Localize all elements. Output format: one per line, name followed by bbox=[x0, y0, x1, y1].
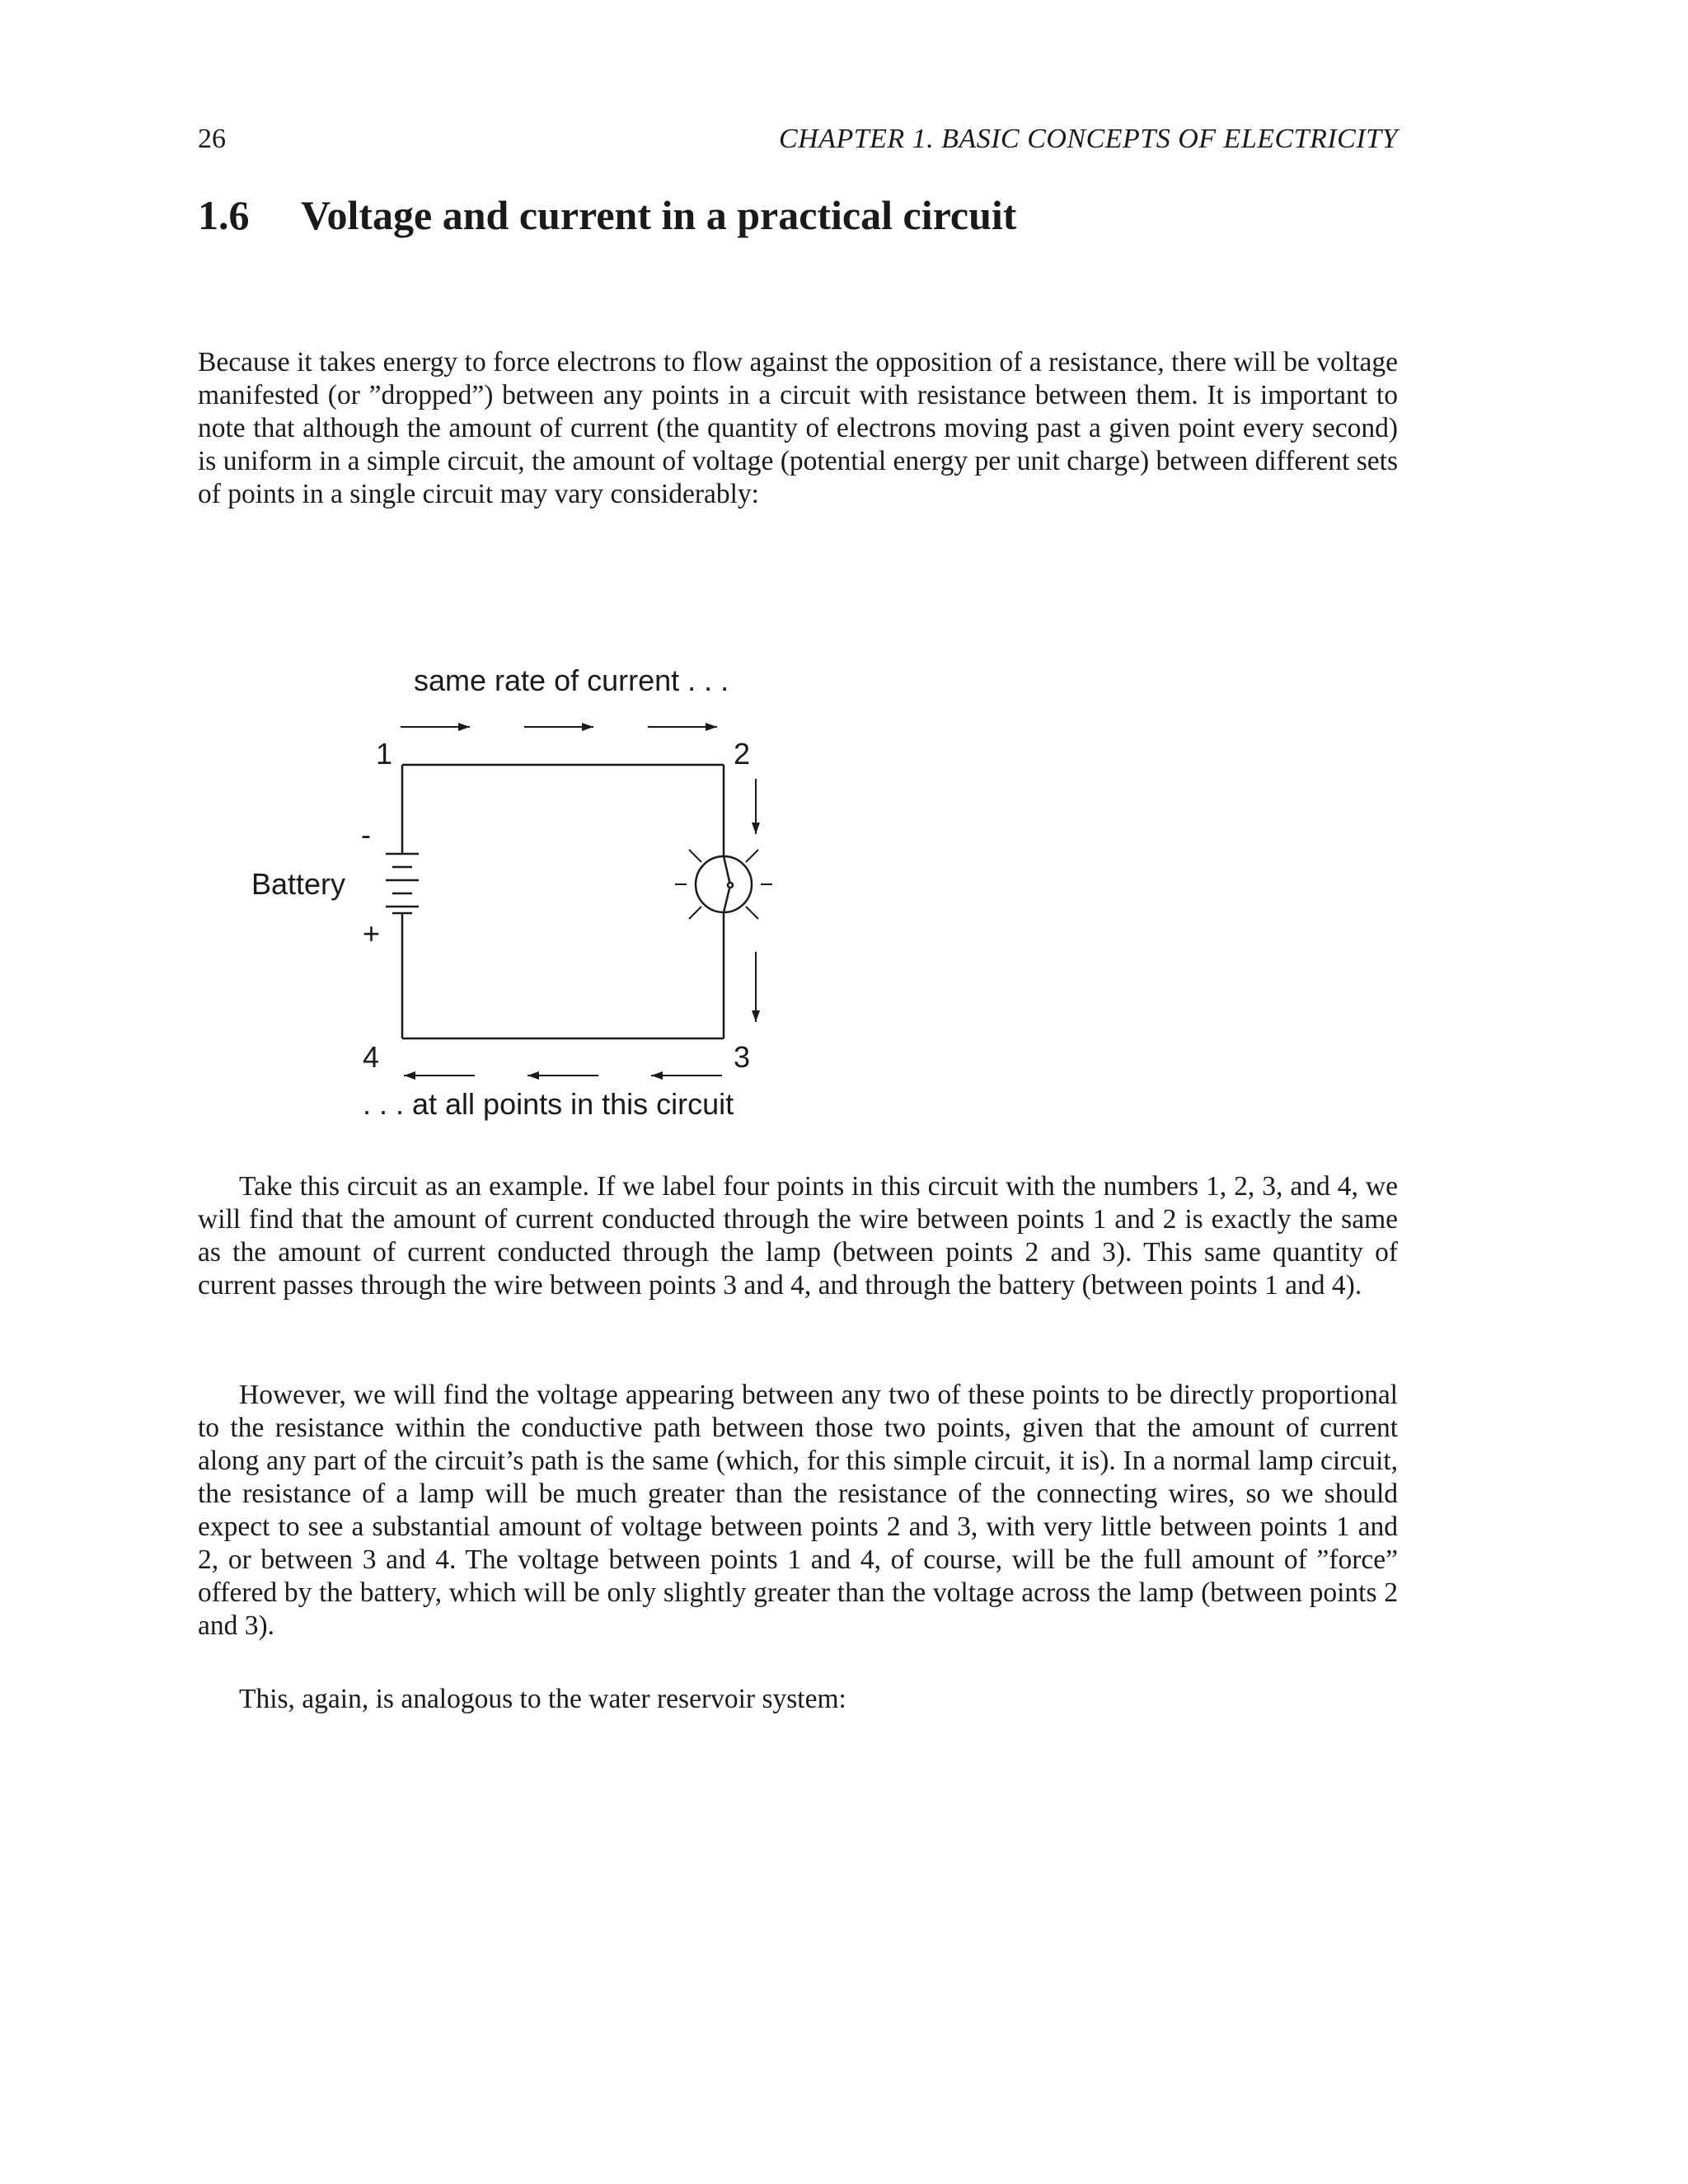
point-label-2: 2 bbox=[734, 737, 751, 771]
chapter-title: CHAPTER 1. BASIC CONCEPTS OF ELECTRICITY bbox=[778, 124, 1398, 154]
lamp-bulb bbox=[696, 856, 752, 912]
section-number: 1.6 bbox=[198, 192, 250, 238]
battery-label: Battery bbox=[251, 867, 346, 901]
battery-minus-sign: - bbox=[361, 818, 371, 851]
circuit-wires bbox=[402, 765, 724, 1038]
paragraph-analogy: This, again, is analogous to the water reservoir system: bbox=[239, 1684, 846, 1714]
lamp-filament-node bbox=[728, 883, 733, 888]
paragraph-intro: Because it takes energy to force electrons to flow against the opposition of a resistance, there will be voltage manifested (or ”dropped”) between any points in a circuit with resistance between them. It is important to note that although the amount of current (the quantity of electrons moving past a given point every second) is uniform in a simple circuit, the amount of voltage (potential energy per unit charge) between different sets of points in a single circuit may vary considerably: bbox=[198, 347, 1398, 509]
page-number: 26 bbox=[198, 124, 226, 154]
circuit-diagram bbox=[239, 659, 799, 1129]
paragraph-example: Take this circuit as an example. If we label four points in this circuit with the numbers 1, 2, 3, and 4, we will find that the amount of current conducted through the wire between points 1 and 2 is exactly the same as the amount of current conducted through the lamp (between points 2 and 3). This same quantity of current passes through the wire between points 3 and 4, and through the battery (between points 1 and 4). bbox=[198, 1171, 1398, 1301]
battery-plus-sign: + bbox=[363, 916, 381, 950]
point-label-4: 4 bbox=[363, 1040, 380, 1074]
battery-symbol bbox=[386, 854, 419, 913]
top-caption: same rate of current . . . bbox=[414, 663, 729, 697]
point-label-1: 1 bbox=[376, 737, 393, 771]
point-label-3: 3 bbox=[734, 1040, 751, 1074]
section-title: Voltage and current in a practical circuit bbox=[301, 192, 1017, 238]
running-header bbox=[198, 124, 1398, 165]
bottom-caption: . . . at all points in this circuit bbox=[363, 1087, 734, 1121]
section-heading bbox=[198, 191, 1016, 239]
lamp-symbol bbox=[675, 850, 772, 919]
paragraph-voltage: However, we will find the voltage appearing between any two of these points to be directly proportional to the resistance within the conductive path between those two points, given that the amount of current along any part of the circuit’s path is the same (which, for this simple circuit, it is). In a normal lamp circuit, the resistance of a lamp will be much greater than the resistance of the connecting wires, so we should expect to see a substantial amount of voltage between points 2 and 3, with very little between points 1 and 2, or between 3 and 4. The voltage between points 1 and 4, of course, will be the full amount of ”force” offered by the battery, which will be only slightly greater than the voltage across the lamp (between points 2 and 3). bbox=[198, 1380, 1398, 1641]
